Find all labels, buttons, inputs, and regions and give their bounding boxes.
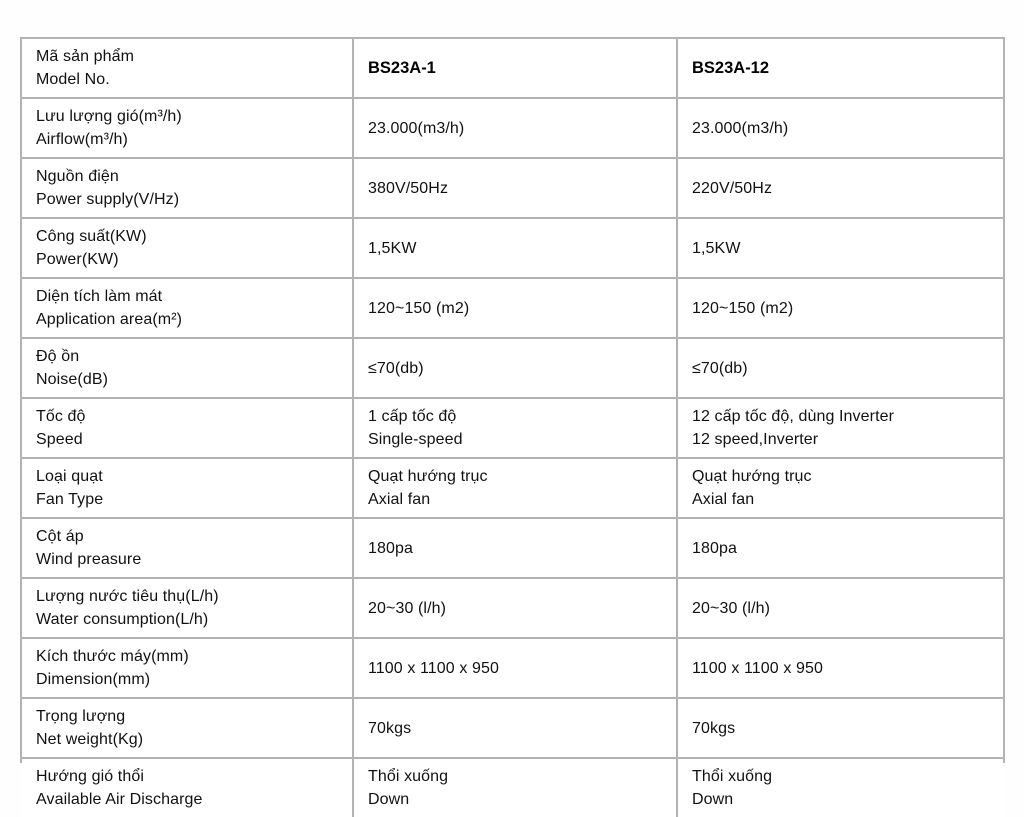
spec-value-model-a <box>354 699 678 759</box>
spec-value-model-b <box>678 579 1003 639</box>
spec-value-model-b <box>678 219 1003 279</box>
spec-label-cell-vi: Kích thước máy(mm) <box>36 648 189 665</box>
spec-value-model-b-vi: 12 cấp tốc độ, dùng Inverter <box>692 408 895 425</box>
spec-label-cell-en: Noise(dB) <box>36 371 109 388</box>
spec-value-model-b-vi: 1100 x 1100 x 950 <box>692 659 823 677</box>
header-cell-model-a <box>354 39 678 99</box>
table-row <box>22 639 1003 699</box>
spec-value-model-a-vi: 23.000(m3/h) <box>368 119 465 137</box>
header-cell-label <box>22 39 354 99</box>
spec-value-model-a <box>354 99 678 159</box>
spec-label-cell-en: Power supply(V/Hz) <box>36 191 180 208</box>
spec-value-model-a-en: Down <box>368 791 410 808</box>
header-label-vi: Mã sản phẩm <box>36 48 135 65</box>
spec-value-model-a <box>354 159 678 219</box>
spec-label-cell-en: Dimension(mm) <box>36 671 151 688</box>
spec-label-cell-vi: Diện tích làm mát <box>36 288 163 305</box>
spec-label-cell <box>22 219 354 279</box>
table-row <box>22 579 1003 639</box>
spec-label-cell-vi: Nguồn điện <box>36 168 119 185</box>
spec-value-model-a-vi: 120~150 (m2) <box>368 299 470 317</box>
spec-value-model-b <box>678 639 1003 699</box>
spec-label-cell-en: Wind preasure <box>36 551 142 568</box>
spec-value-model-b-vi: 23.000(m3/h) <box>692 119 789 137</box>
spec-value-model-b-vi: 20~30 (l/h) <box>692 599 771 617</box>
specification-table <box>22 39 1003 817</box>
spec-label-cell <box>22 99 354 159</box>
spec-value-model-b-vi: Thổi xuống <box>692 768 773 785</box>
spec-value-model-a-vi: ≤70(db) <box>368 359 424 377</box>
spec-value-model-a <box>354 219 678 279</box>
spec-label-cell-vi: Lưu lượng gió(m³/h) <box>36 108 182 125</box>
table-row <box>22 99 1003 159</box>
spec-label-cell-en: Power(KW) <box>36 251 119 268</box>
spec-value-model-b-vi: Quạt hướng trục <box>692 468 812 485</box>
spec-label-cell <box>22 699 354 759</box>
specification-table-container <box>20 37 1005 808</box>
spec-value-model-b <box>678 699 1003 759</box>
spec-label-cell-en: Application area(m²) <box>36 311 183 328</box>
spec-label-cell-vi: Công suất(KW) <box>36 228 147 245</box>
spec-label-cell <box>22 759 354 817</box>
spec-value-model-b <box>678 279 1003 339</box>
spec-value-model-a-vi: 1100 x 1100 x 950 <box>368 659 499 677</box>
spec-value-model-b-vi: 220V/50Hz <box>692 179 773 197</box>
table-row <box>22 699 1003 759</box>
spec-value-model-a-vi: 180pa <box>368 539 413 557</box>
spec-label-cell <box>22 459 354 519</box>
spec-value-model-a-vi: Thổi xuống <box>368 768 449 785</box>
spec-label-cell <box>22 339 354 399</box>
spec-label-cell <box>22 399 354 459</box>
spec-label-cell-vi: Độ ồn <box>36 348 80 365</box>
spec-label-cell-en: Speed <box>36 431 83 448</box>
spec-value-model-b-en: Axial fan <box>692 491 755 508</box>
spec-value-model-b <box>678 759 1003 817</box>
table-row <box>22 159 1003 219</box>
spec-value-model-a <box>354 759 678 817</box>
spec-value-model-a <box>354 339 678 399</box>
table-row <box>22 459 1003 519</box>
spec-label-cell <box>22 579 354 639</box>
spec-label-cell-en: Net weight(Kg) <box>36 731 144 748</box>
table-row <box>22 339 1003 399</box>
spec-label-cell <box>22 279 354 339</box>
table-header-row <box>22 39 1003 99</box>
spec-value-model-b <box>678 99 1003 159</box>
header-cell-model-b <box>678 39 1003 99</box>
spec-value-model-a-vi: 70kgs <box>368 719 412 737</box>
spec-label-cell-vi: Cột áp <box>36 528 84 545</box>
spec-value-model-b-vi: ≤70(db) <box>692 359 748 377</box>
spec-value-model-a <box>354 279 678 339</box>
spec-label-cell-en: Airflow(m³/h) <box>36 131 128 148</box>
spec-label-cell-en: Fan Type <box>36 491 104 508</box>
spec-label-cell-vi: Trọng lượng <box>36 708 126 725</box>
spec-value-model-a-en: Axial fan <box>368 491 431 508</box>
spec-value-model-b <box>678 459 1003 519</box>
spec-value-model-a-vi: 20~30 (l/h) <box>368 599 447 617</box>
table-row <box>22 759 1003 817</box>
spec-value-model-a-vi: 1,5KW <box>368 239 417 257</box>
spec-label-cell <box>22 519 354 579</box>
spec-value-model-a-vi: Quạt hướng trục <box>368 468 488 485</box>
spec-value-model-a <box>354 399 678 459</box>
model-a-name: BS23A-1 <box>368 58 436 77</box>
spec-value-model-a <box>354 519 678 579</box>
spec-label-cell-en: Water consumption(L/h) <box>36 611 209 628</box>
spec-value-model-b-vi: 70kgs <box>692 719 736 737</box>
spec-value-model-a <box>354 579 678 639</box>
table-row <box>22 399 1003 459</box>
spec-label-cell-vi: Tốc độ <box>36 408 86 425</box>
spec-value-model-b-en: 12 speed,Inverter <box>692 431 819 448</box>
spec-value-model-b-en: Down <box>692 791 734 808</box>
table-row <box>22 519 1003 579</box>
spec-value-model-a-vi: 1 cấp tốc độ <box>368 408 457 425</box>
header-label-en: Model No. <box>36 71 110 88</box>
spec-label-cell-vi: Lượng nước tiêu thụ(L/h) <box>36 588 219 605</box>
spec-value-model-b <box>678 519 1003 579</box>
spec-label-cell <box>22 639 354 699</box>
spec-label-cell-en: Available Air Discharge <box>36 791 203 808</box>
spec-value-model-a <box>354 459 678 519</box>
spec-label-cell <box>22 159 354 219</box>
model-b-name: BS23A-12 <box>692 58 770 77</box>
table-body <box>22 39 1003 817</box>
table-row <box>22 279 1003 339</box>
spec-value-model-b <box>678 339 1003 399</box>
spec-value-model-b-vi: 120~150 (m2) <box>692 299 794 317</box>
spec-value-model-a <box>354 639 678 699</box>
spec-value-model-a-en: Single-speed <box>368 431 463 448</box>
spec-label-cell-vi: Hướng gió thổi <box>36 768 144 785</box>
spec-value-model-b <box>678 399 1003 459</box>
spec-value-model-b <box>678 159 1003 219</box>
spec-value-model-b-vi: 180pa <box>692 539 737 557</box>
spec-value-model-a-vi: 380V/50Hz <box>368 179 449 197</box>
spec-value-model-b-vi: 1,5KW <box>692 239 741 257</box>
table-row <box>22 219 1003 279</box>
spec-label-cell-vi: Loại quạt <box>36 468 103 485</box>
